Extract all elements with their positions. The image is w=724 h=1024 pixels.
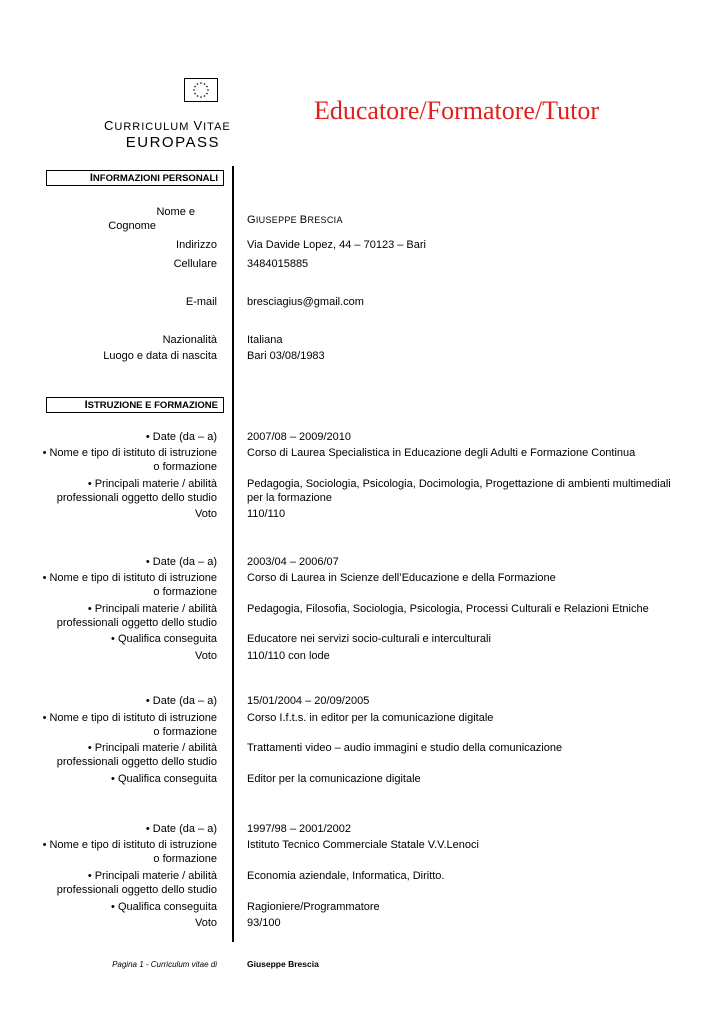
edu1-institute-label-1: • Nome e tipo di istituto di istruzione [42, 447, 217, 459]
footer-author: Giuseppe Brescia [247, 959, 319, 969]
nationality-value: Italiana [247, 334, 283, 346]
edu3-qualification: Editor per la comunicazione digitale [247, 773, 421, 785]
edu3-subjects: Trattamenti video – audio immagini e studio della comunicazione [247, 742, 563, 754]
edu2-grade: 110/110 con lode [247, 650, 330, 662]
cv-title-line1: CURRICULUM VITAE [104, 118, 231, 133]
edu1-institute: Corso di Laurea Specialistica in Educazione degli Adulti e Formazione Continua [247, 447, 636, 459]
eu-stars-icon [185, 79, 217, 101]
edu1-date: 2007/08 – 2009/2010 [247, 431, 351, 443]
edu1-grade-label: Voto [194, 508, 217, 520]
edu3-date: 15/01/2004 – 20/09/2005 [247, 695, 370, 707]
edu2-date-label: • Date (da – a) [145, 556, 217, 568]
edu1-subjects-label-1: • Principali materie / abilità [87, 478, 217, 490]
edu2-qualification: Educatore nei servizi socio-culturali e interculturali [247, 633, 491, 645]
edu3-date-label: • Date (da – a) [145, 695, 217, 707]
edu4-grade: 93/100 [247, 917, 281, 929]
edu2-institute-label-2: o formazione [153, 586, 217, 598]
edu4-institute-label-1: • Nome e tipo di istituto di istruzione [42, 839, 217, 851]
edu2-institute-label-1: • Nome e tipo di istituto di istruzione [42, 572, 217, 584]
email-label: E-mail [185, 296, 217, 308]
edu2-subjects: Pedagogia, Filosofia, Sociologia, Psicologia, Processi Culturali e Relazioni Etniche [247, 603, 649, 615]
edu4-institute-label-2: o formazione [153, 853, 217, 865]
edu3-subjects-label-1: • Principali materie / abilità [87, 742, 217, 754]
cv-title-line2: EUROPASS [125, 134, 220, 151]
edu4-qualification-label: • Qualifica conseguita [111, 901, 217, 913]
edu4-date: 1997/98 – 2001/2002 [247, 823, 351, 835]
email-value: bresciagius@gmail.com [247, 296, 364, 308]
edu3-subjects-label-2: professionali oggetto dello studio [56, 756, 217, 768]
name-label-1: Nome e [156, 206, 195, 218]
name-label-2: Cognome [108, 220, 156, 232]
birth-label: Luogo e data di nascita [103, 350, 217, 362]
address-value: Via Davide Lopez, 44 – 70123 – Bari [247, 239, 426, 251]
nationality-label: Nazionalità [162, 334, 217, 346]
address-label: Indirizzo [176, 239, 217, 251]
edu1-institute-label-2: o formazione [153, 461, 217, 473]
edu3-institute-label-2: o formazione [153, 726, 217, 738]
edu2-subjects-label-2: professionali oggetto dello studio [56, 617, 217, 629]
edu2-date: 2003/04 – 2006/07 [247, 556, 339, 568]
edu4-subjects: Economia aziendale, Informatica, Diritto. [247, 870, 445, 882]
name-value: GIUSEPPE BRESCIA [247, 214, 343, 226]
edu4-subjects-label-2: professionali oggetto dello studio [56, 884, 217, 896]
edu3-qualification-label: • Qualifica conseguita [111, 773, 217, 785]
edu3-institute-label-1: • Nome e tipo di istituto di istruzione [42, 712, 217, 724]
edu3-institute: Corso I.f.t.s. in editor per la comunicazione digitale [247, 712, 494, 724]
edu4-grade-label: Voto [194, 917, 217, 929]
mobile-value: 3484015885 [247, 258, 309, 270]
edu4-qualification: Ragioniere/Programmatore [247, 901, 380, 913]
section-personal-info: INFORMAZIONI PERSONALI [46, 170, 224, 186]
edu4-institute: Istituto Tecnico Commerciale Statale V.V.Lenoci [247, 839, 479, 851]
edu4-date-label: • Date (da – a) [145, 823, 217, 835]
role-title: Educatore/Formatore/Tutor [314, 96, 599, 125]
edu2-qualification-label: • Qualifica conseguita [111, 633, 217, 645]
mobile-label: Cellulare [173, 258, 217, 270]
edu1-subjects-label-2: professionali oggetto dello studio [56, 492, 217, 504]
edu1-grade: 110/110 [247, 508, 286, 520]
edu1-subjects: Pedagogia, Sociologia, Psicologia, Docimologia, Progettazione di ambienti multimediali per la formazione [247, 478, 671, 504]
footer-page-label: Pagina 1 - Curriculum vitae di [112, 960, 217, 969]
eu-flag-icon [184, 78, 218, 102]
section-education: ISTRUZIONE E FORMAZIONE [46, 397, 224, 413]
edu2-subjects-label-1: • Principali materie / abilità [87, 603, 217, 615]
edu4-subjects-label-1: • Principali materie / abilità [87, 870, 217, 882]
birth-value: Bari 03/08/1983 [247, 350, 325, 362]
vertical-divider [232, 166, 234, 942]
edu1-date-label: • Date (da – a) [145, 431, 217, 443]
edu2-institute: Corso di Laurea in Scienze dell’Educazione e della Formazione [247, 572, 556, 584]
edu2-grade-label: Voto [194, 650, 217, 662]
